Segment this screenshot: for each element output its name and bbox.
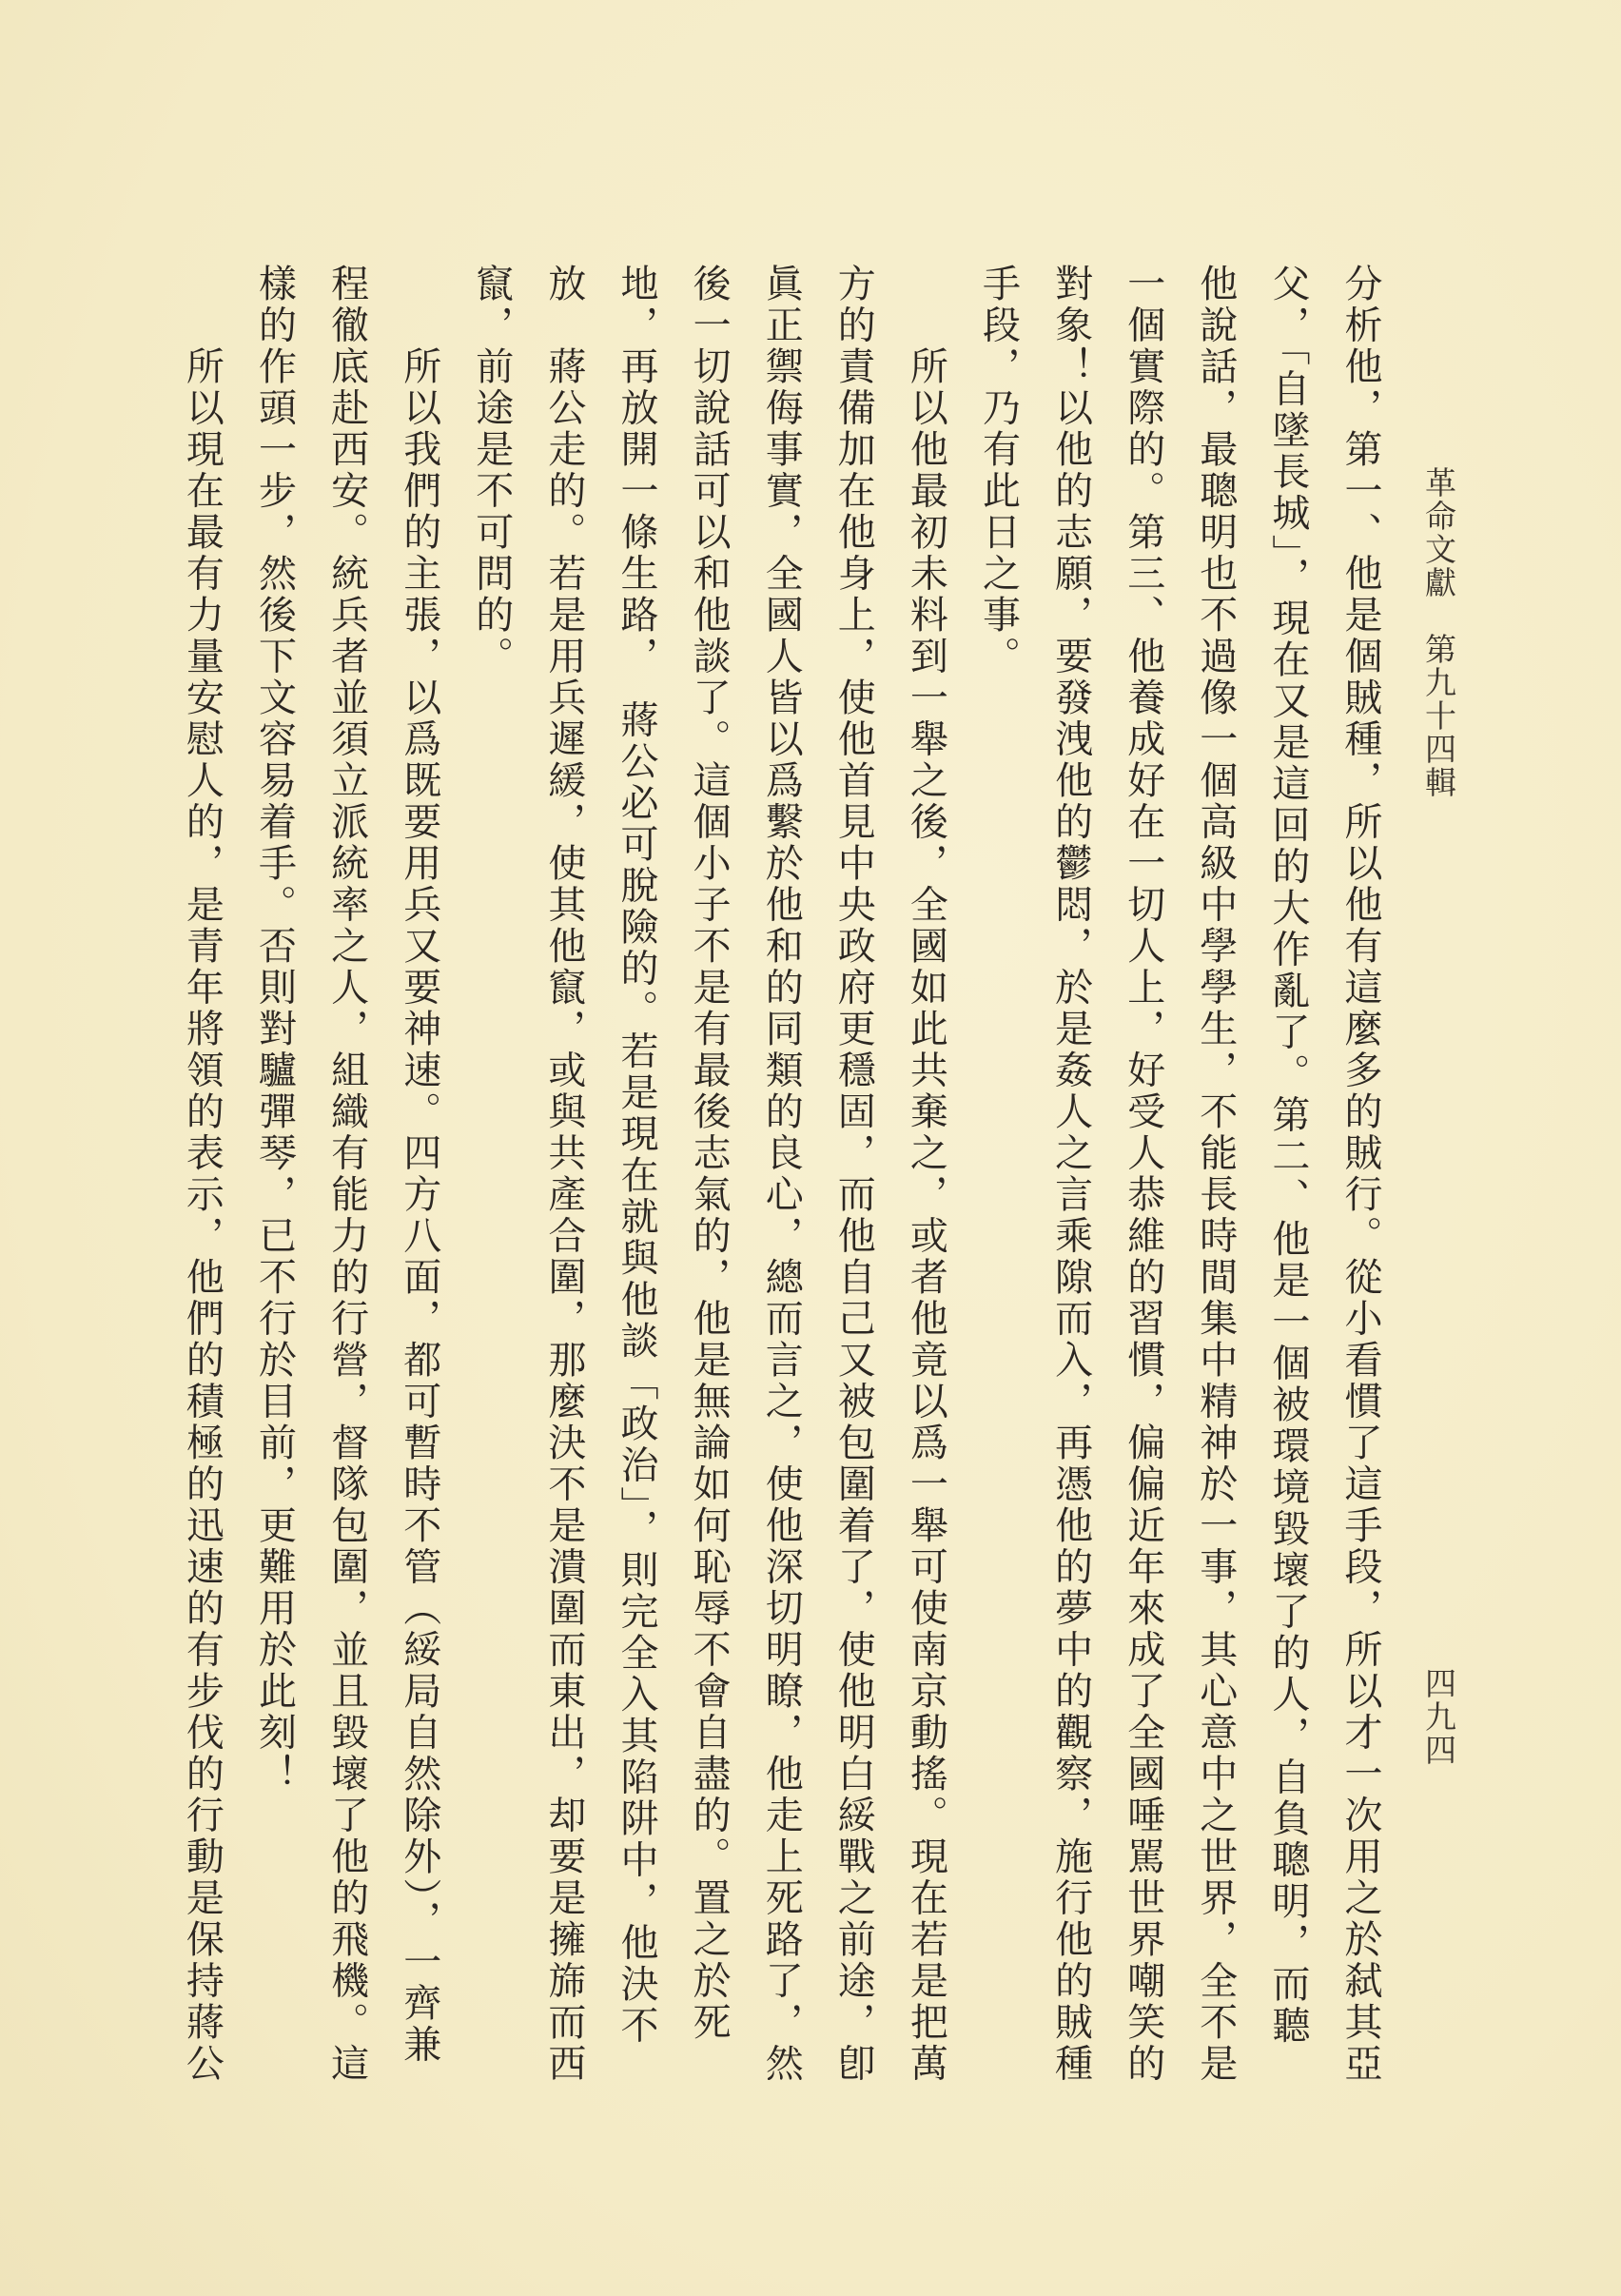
text-column: 所以現在最有力量安慰人的，是青年將領的表示，他們的積極的迅速的有步伐的行動是保持蔣公 [180, 264, 225, 2085]
text-column: 手段，乃有此日之事。 [976, 264, 1021, 677]
text-column: 地，再放開一條生路， 蔣公必可脫險的。若是現在就與他談「政治」，則完全入其陷阱中，他決不 [615, 264, 658, 2047]
page-number: 四九四 [1420, 1667, 1457, 1767]
text-column: 他說話，最聰明也不過像一個高級中學學生，不能長時間集中精神於一事，其心意中之世界，全不是 [1193, 264, 1238, 2085]
text-column: 程徹底赴西安。統兵者並須立派統率之人，組織有能力的行營，督隊包圍，並且毀壞了他的飛機。這 [324, 264, 369, 2085]
text-column: 一個實際的。第三、他養成好在一切人上，好受人恭維的習慣，偏偏近年來成了全國唾駡世界嘲笑的 [1121, 264, 1165, 2085]
text-column: 所以他最初未料到一舉之後，全國如此共棄之，或者他竟以爲一舉可使南京動搖。現在若是把萬 [904, 264, 948, 2085]
text-column: 眞正禦侮事實，全國人皆以爲繫於他和的同類的良心，總而言之，使他深切明瞭，他走上死路了，然 [759, 264, 804, 2085]
text-column: 放 蔣公走的。若是用兵遲緩，使其他竄，或與共產合圍，那麼決不是潰圍而東出，却要是擁旆而西 [541, 264, 586, 2085]
text-column: 竄，前途是不可問的。 [469, 264, 514, 677]
text-column: 後一切說話可以和他談了。這個小子不是有最後志氣的，他是無論如何恥辱不會自盡的。置之於死 [687, 264, 732, 2044]
text-column: 分析他，第一、他是個賊種，所以他有這麼多的賊行。從小看慣了這手段，所以才一次用之於弑其亞 [1338, 264, 1382, 2085]
text-column: 父，「自墜長城」，現在又是這回的大作亂了。第二、他是一個被環境毀壞了的人，自負聰明，而聽 [1265, 264, 1310, 2047]
text-column: 對象！以他的志願，要發洩他的鬱悶，於是姦人之言乘隙而入，再憑他的夢中的觀察，施行他的賊種 [1048, 264, 1093, 2085]
text-column: 方的責備加在他身上，使他首見中央政府更穩固，而他自己又被包圍着了，使他明白綏戰之前途，卽 [831, 264, 876, 2085]
running-title: 革命文獻 第九十四輯 [1420, 466, 1457, 799]
text-column: 樣的作頭一步，然後下文容易着手。否則對驢彈琴，已不行於目前，更難用於此刻！ [252, 264, 297, 1796]
text-column: 所以我們的主張，以爲既要用兵又要神速。四方八面，都可暫時不管（綏局自然除外），一齊兼 [397, 264, 441, 2066]
